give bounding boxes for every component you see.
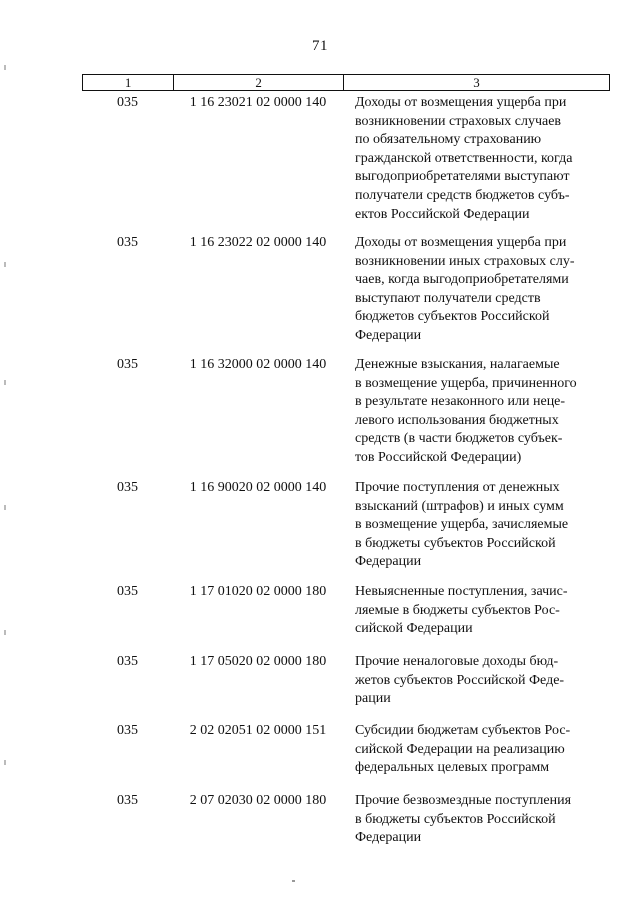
revenue-description (355, 479, 605, 572)
scan-artifact (4, 65, 6, 70)
description-line: выгодоприобретателями выступают (355, 169, 570, 185)
description-line: Прочие неналоговые доходы бюд- (355, 654, 559, 669)
description-line: в возмещение ущерба, причиненного (355, 375, 577, 391)
description-line: Невыясненные поступления, зачис- (355, 584, 568, 599)
admin-code: 035 (117, 95, 138, 110)
revenue-description (355, 94, 605, 224)
page-number: 71 (312, 38, 328, 54)
budget-classification-code: 1 16 23021 02 0000 140 (189, 95, 327, 110)
description-line: Денежные взыскания, налагаемые (355, 357, 560, 372)
description-line: взысканий (штрафов) и иных сумм (355, 498, 564, 514)
scan-artifact (4, 262, 6, 267)
description-line: ляемые в бюджеты субъектов Рос- (355, 602, 560, 618)
admin-code: 035 (117, 793, 138, 808)
scan-artifact (4, 630, 6, 635)
description-line: сийской Федерации на реализацию (355, 741, 565, 757)
revenue-description (355, 722, 605, 778)
revenue-description (355, 792, 605, 848)
description-line: возникновении страховых случаев (355, 113, 562, 129)
budget-classification-code: 2 02 02051 02 0000 151 (189, 723, 327, 738)
column-header-2: 2 (174, 75, 344, 91)
description-line: получатели средств бюджетов субъ- (355, 187, 570, 203)
description-line: возникновении иных страховых слу- (355, 253, 575, 269)
revenue-description (355, 234, 605, 346)
admin-code: 035 (117, 357, 138, 372)
description-line: ектов Российской Федерации (355, 206, 530, 222)
description-line: федеральных целевых программ (355, 760, 550, 776)
description-line: левого использования бюджетных (355, 412, 559, 428)
description-line: по обязательному страхованию (355, 132, 542, 148)
admin-code: 035 (117, 723, 138, 738)
scan-artifact (4, 380, 6, 385)
revenue-description (355, 583, 605, 639)
column-header-table (82, 74, 610, 91)
description-line: гражданской ответственности, когда (355, 150, 573, 166)
description-line: в результате незаконного или неце- (355, 394, 566, 410)
scan-artifact (4, 760, 6, 765)
admin-code: 035 (117, 480, 138, 495)
description-line: Федерации (355, 327, 422, 343)
column-header-3: 3 (344, 75, 610, 91)
budget-classification-code: 1 16 90020 02 0000 140 (189, 480, 327, 495)
description-line: чаев, когда выгодоприобретателями (355, 272, 569, 288)
budget-classification-code: 1 16 32000 02 0000 140 (189, 357, 327, 372)
column-header-1: 1 (83, 75, 174, 91)
description-line: в бюджеты субъектов Российской (355, 535, 556, 551)
description-line: тов Российской Федерации) (355, 449, 522, 465)
scan-artifact (292, 880, 295, 882)
admin-code: 035 (117, 654, 138, 669)
scan-artifact (4, 505, 6, 510)
budget-classification-code: 2 07 02030 02 0000 180 (189, 793, 327, 808)
column-header-row (83, 75, 610, 91)
description-line: Прочие поступления от денежных (355, 480, 560, 495)
budget-classification-code: 1 16 23022 02 0000 140 (189, 235, 327, 250)
description-line: выступают получатели средств (355, 290, 541, 306)
description-line: Доходы от возмещения ущерба при (355, 95, 567, 110)
description-line: Субсидии бюджетам субъектов Рос- (355, 723, 571, 738)
admin-code: 035 (117, 584, 138, 599)
description-line: сийской Федерации (355, 621, 473, 637)
description-line: Федерации (355, 830, 422, 846)
budget-classification-code: 1 17 01020 02 0000 180 (189, 584, 327, 599)
budget-classification-code: 1 17 05020 02 0000 180 (189, 654, 327, 669)
description-line: Федерации (355, 554, 422, 570)
description-line: рации (355, 691, 391, 707)
description-line: в бюджеты субъектов Российской (355, 811, 556, 827)
revenue-description (355, 653, 605, 709)
revenue-description (355, 356, 605, 468)
description-line: в возмещение ущерба, зачисляемые (355, 517, 569, 533)
description-line: бюджетов субъектов Российской (355, 309, 550, 325)
description-line: средств (в части бюджетов субъек- (355, 431, 563, 447)
description-line: Прочие безвозмездные поступления (355, 793, 572, 808)
description-line: Доходы от возмещения ущерба при (355, 235, 567, 250)
admin-code: 035 (117, 235, 138, 250)
description-line: жетов субъектов Российской Феде- (355, 672, 565, 688)
